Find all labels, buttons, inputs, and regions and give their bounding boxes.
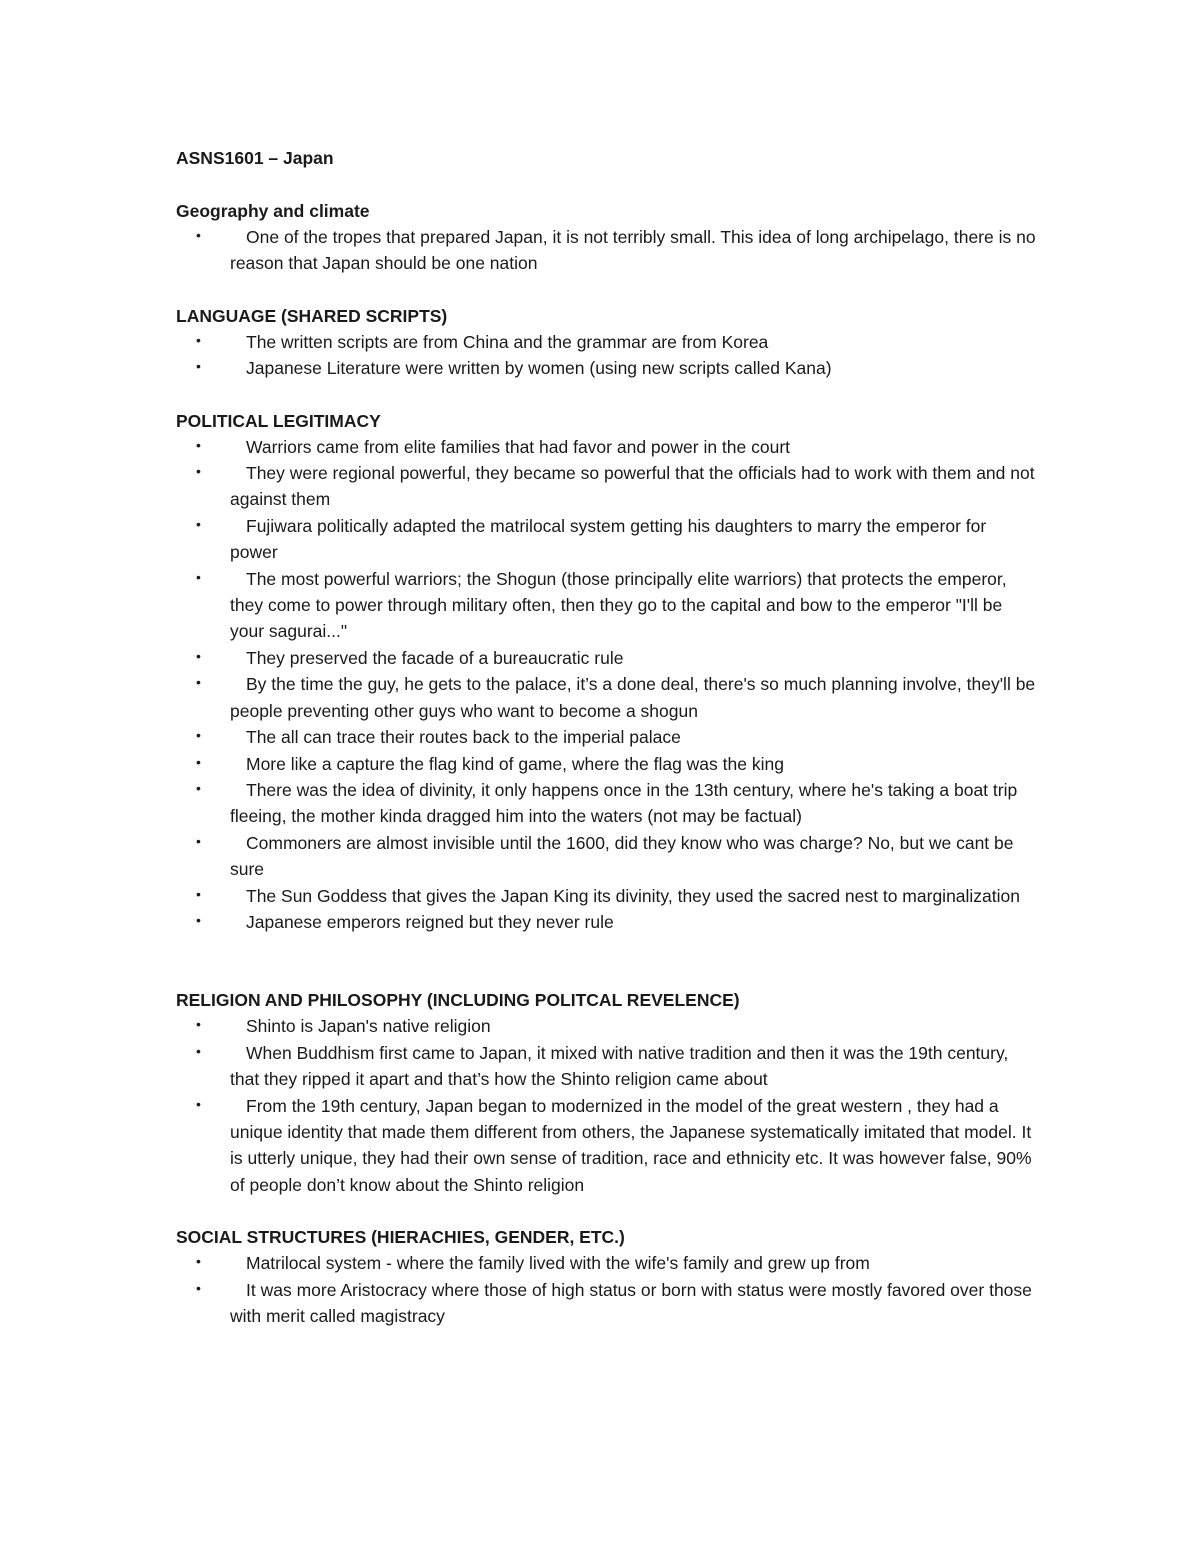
list-item xyxy=(176,724,1036,750)
list-item-text: The written scripts are from China and the grammar are from Korea xyxy=(246,331,769,352)
list-item xyxy=(176,1277,1036,1330)
list-item-text: They preserved the facade of a bureaucratic rule xyxy=(246,647,624,668)
list-item-text: The most powerful warriors; the Shogun (those principally elite warriors) that protects the emperor, they come to power through military often, then they go to the capital and bow to the emperor "I'll be your sagurai..." xyxy=(230,568,1007,642)
list-item xyxy=(176,671,1036,724)
list-item-text: Commoners are almost invisible until the 1600, did they know who was charge? No, but we cant be sure xyxy=(230,832,1014,880)
section-heading: LANGUAGE (SHARED SCRIPTS) xyxy=(176,305,448,326)
list-item-text: One of the tropes that prepared Japan, it is not terribly small. This idea of long archipelago, there is no reason that Japan should be one nation xyxy=(230,227,1036,274)
section-heading: SOCIAL STRUCTURES (HIERACHIES, GENDER, ETC.) xyxy=(176,1227,625,1248)
bullet-icon: • xyxy=(196,832,201,849)
bullet-icon: • xyxy=(196,515,201,532)
list-item-text: By the time the guy, he gets to the palace, it’s a done deal, there's so much planning involve, they'll be people preventing other guys who want to become a shogun xyxy=(230,674,1036,721)
list-item xyxy=(176,513,1036,566)
section-geography xyxy=(176,198,1036,277)
document-title: ASNS1601 – Japan xyxy=(176,148,334,168)
bullet-icon: • xyxy=(196,227,201,243)
list-item xyxy=(176,830,1036,883)
list-item-text: The all can trace their routes back to the imperial palace xyxy=(246,727,681,748)
list-item-text: Warriors came from elite families that had favor and power in the court xyxy=(246,436,791,457)
list-item-text: There was the idea of divinity, it only happens once in the 13th century, where he's taking a boat trip fleeing, the mother kinda dragged him into the waters (not may be factual) xyxy=(230,779,1018,827)
list-item xyxy=(176,224,1036,277)
list-item-text: It was more Aristocracy where those of high status or born with status were mostly favored over those with merit called magistracy xyxy=(230,1279,1032,1326)
bullet-icon: • xyxy=(196,779,201,796)
section-heading: Geography and climate xyxy=(176,201,370,221)
bullet-icon: • xyxy=(196,331,201,348)
list-item xyxy=(176,751,1036,777)
bullet-list xyxy=(176,434,1036,936)
section-social-structures xyxy=(176,1224,1036,1329)
list-item xyxy=(176,883,1036,909)
bullet-list xyxy=(176,329,1036,382)
list-item xyxy=(176,1093,1036,1199)
bullet-icon: • xyxy=(196,1279,201,1296)
list-item-text: They were regional powerful, they became so powerful that the officials had to work with them and not against them xyxy=(230,463,1035,510)
bullet-icon: • xyxy=(196,647,201,664)
list-item-text: The Sun Goddess that gives the Japan King its divinity, they used the sacred nest to marginalization xyxy=(246,885,1021,906)
bullet-icon: • xyxy=(196,463,201,480)
list-item-text: Japanese emperors reigned but they never rule xyxy=(246,911,614,932)
bullet-list xyxy=(176,224,1036,277)
bullet-icon: • xyxy=(196,674,201,691)
bullet-icon: • xyxy=(196,568,201,585)
section-heading: POLITICAL LEGITIMACY xyxy=(176,410,381,431)
bullet-icon: • xyxy=(196,753,201,770)
list-item xyxy=(176,909,1036,935)
bullet-icon: • xyxy=(196,436,201,453)
list-item xyxy=(176,1013,1036,1039)
list-item-text: Shinto is Japan's native religion xyxy=(246,1016,491,1037)
bullet-icon: • xyxy=(196,358,201,375)
bullet-icon: • xyxy=(196,1253,201,1270)
section-religion-philosophy xyxy=(176,987,1036,1198)
list-item xyxy=(176,1040,1036,1093)
bullet-icon: • xyxy=(196,1095,201,1112)
list-item xyxy=(176,460,1036,513)
list-item-text: When Buddhism first came to Japan, it mixed with native tradition and then it was the 19th century, that they ripped it apart and that’s how the Shinto religion came about xyxy=(230,1042,1009,1090)
section-political-legitimacy xyxy=(176,408,1036,936)
bullet-icon: • xyxy=(196,727,201,744)
list-item-text: From the 19th century, Japan began to modernized in the model of the great western , they had a unique identity that made them different from others, the Japanese systematically imitated that model. It is utterly unique, they had their own sense of tradition, race and ethnicity etc. It was however false, 90% of people don’t know about the Shinto religion xyxy=(230,1095,1032,1195)
list-item xyxy=(176,645,1036,671)
bullet-list xyxy=(176,1250,1036,1329)
list-item-text: More like a capture the flag kind of game, where the flag was the king xyxy=(246,753,784,774)
document-page xyxy=(176,145,1036,1355)
list-item xyxy=(176,434,1036,460)
list-item xyxy=(176,777,1036,830)
bullet-list xyxy=(176,1013,1036,1198)
list-item xyxy=(176,566,1036,645)
list-item xyxy=(176,1250,1036,1276)
section-language xyxy=(176,303,1036,382)
list-item xyxy=(176,329,1036,355)
bullet-icon: • xyxy=(196,1042,201,1059)
bullet-icon: • xyxy=(196,1016,201,1033)
list-item-text: Fujiwara politically adapted the matrilocal system getting his daughters to marry the emperor for power xyxy=(230,515,987,563)
section-heading: RELIGION AND PHILOSOPHY (INCLUDING POLITCAL REVELENCE) xyxy=(176,990,740,1011)
list-item xyxy=(176,355,1036,381)
list-item-text: Matrilocal system - where the family lived with the wife's family and grew up from xyxy=(246,1253,870,1274)
list-item-text: Japanese Literature were written by women (using new scripts called Kana) xyxy=(246,358,832,379)
bullet-icon: • xyxy=(196,885,201,902)
bullet-icon: • xyxy=(196,911,201,928)
